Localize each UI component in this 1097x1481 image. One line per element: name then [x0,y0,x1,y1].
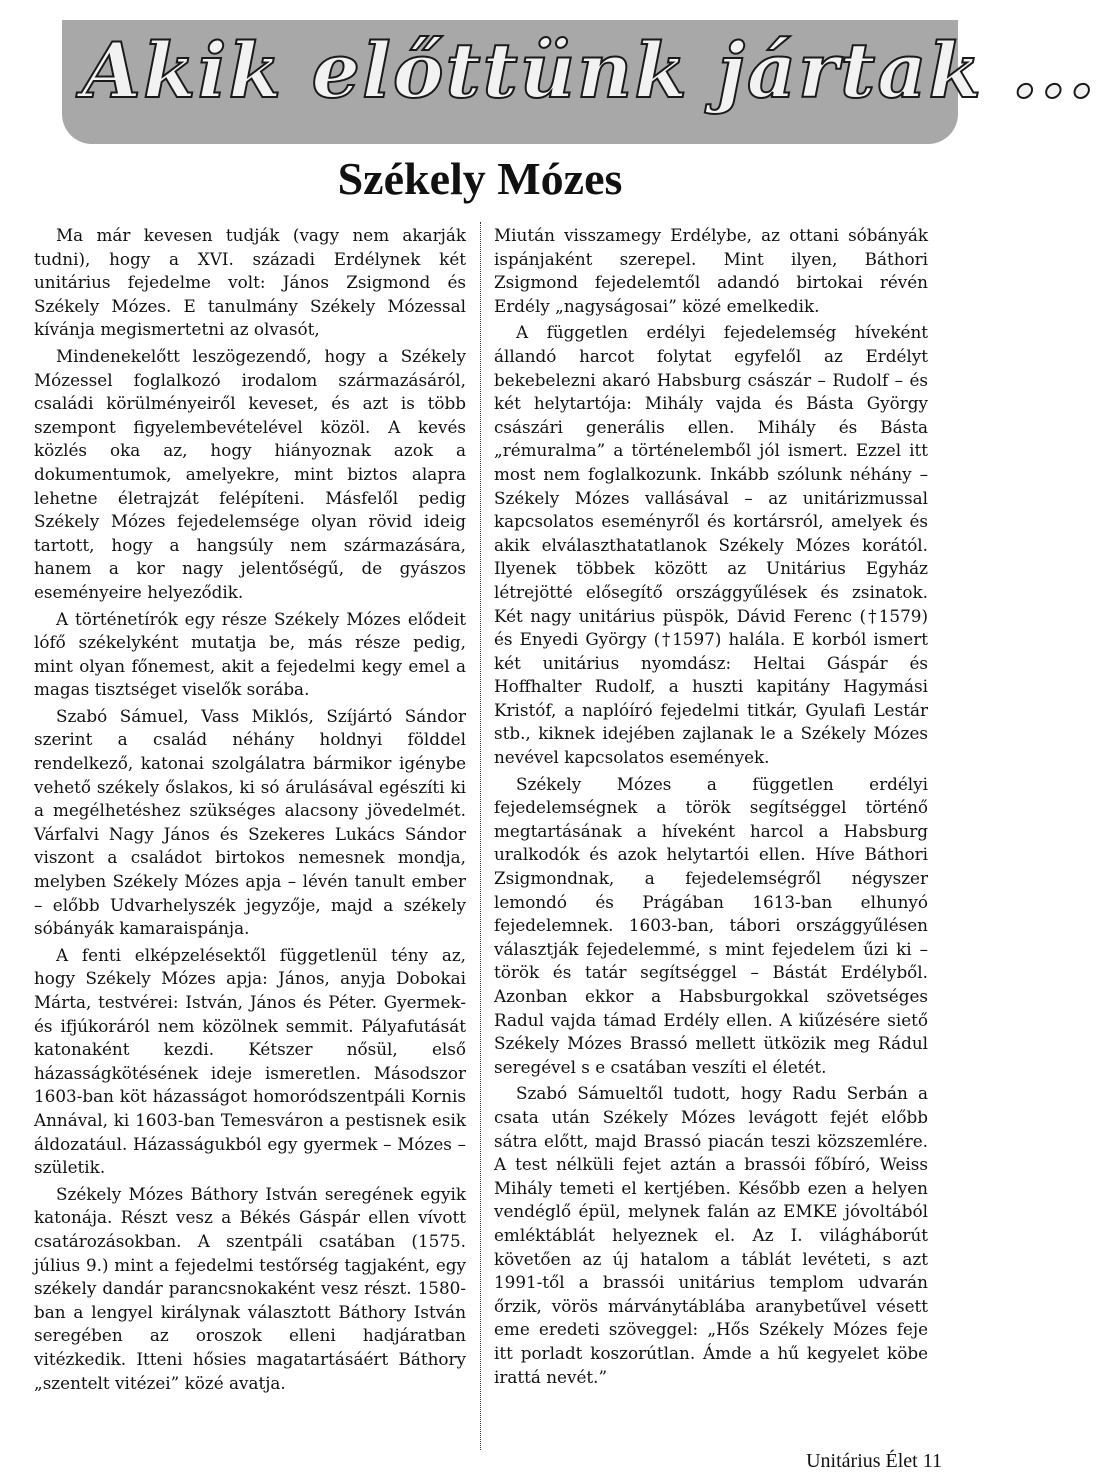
paragraph: Székely Mózes a független erdélyi fejedelemségnek a török segítséggel történő megtartásának a híveként harcol a Habsburg uralkodók és azok helytartói ellen. Híve Báthori Zsigmondnak, a fejedelemségről négyszer lemondó és Prágában 1613-ban elhunyó fejedelemnek. 1603-ban, tábori országgyűlésen választják fejedelemmé, s mint fejedelem űzi ki – török és tatár segítséggel – Bástát Erdélyből. Azonban ekkor a Habsburgokkal szövetséges Radul vajda támad Erdély ellen. A kiűzésére siető Székely Mózes Brassó mellett ütközik meg Rádul seregével s e csatában veszíti el életét. [494,773,928,1077]
page-footer: Unitárius Élet 11 [806,1450,942,1472]
paragraph: Székely Mózes Báthory István seregének egyik katonája. Részt vesz a Békés Gáspár ellen vívott csatározásokban. A szentpáli csatában (1575. július 9.) mint a fejedelmi testőrség tagjaként, egy székely dandár parancsnokaként vesz részt. 1580-ban a lengyel királynak választott Báthory István seregében az oroszok elleni hadjáratban vitézkedik. Itteni hősies magatartásáért Báthory „szentelt vitézei” közé avatja. [34,1183,466,1393]
paragraph: A független erdélyi fejedelemség híveként állandó harcot folytat egyfelől az Erdélyt bekebelezni akaró Habsburg császár – Rudolf – és két helytartója: Mihály vajda és Básta György császári generális ellen. Mihály és Básta „rémuralma” a történelemből jól ismert. Ezzel itt most nem foglalkozunk. Inkább szólunk néhány – Székely Mózes vallásával – az unitárizmussal kapcsolatos eseményről és kortársról, amelyek és akik elválaszthatatlanok Székely Mózes korától. Ilyenek többek között az Unitárius Egyház létrejötté elősegítő országgyűlések és zsinatok. Két nagy unitárius püspök, Dávid Ferenc (†1579) és Enyedi György (†1597) halála. E korból ismert két unitárius nyomdász: Heltai Gáspár és Hoffhalter Rudolf, a huszti kapitány Hagymási Kristóf, a naplóíró fejedelmi titkár, Gyulafi Lestár stb., kiknek idejében zajlanak le a Székely Mózes nevével kapcsolatos események. [494,322,928,768]
column-divider [480,222,481,1450]
paragraph: Mindenekelőtt leszögezendő, hogy a Székely Mózessel foglalkozó irodalom származásáról, családi körülményeiről keveset, és azt is több szempont figyelembevételével közöl. A kevés közlés oka az, hogy hiányoznak azok a dokumentumok, amelyekre, mint biztos alapra lehetne életrajzát felépíteni. Másfelől pedig Székely Mózes fejedelemsége olyan rövid ideig tartott, hogy a hangsúly nem származására, hanem a kor nagy jelentőségű, de gyászos eseményeire helyeződik. [34,345,466,602]
banner-title: Akik előttünk jártak ... [82,26,1097,115]
paragraph: Szabó Sámuel, Vass Miklós, Szíjártó Sándor szerint a család néhány holdnyi földdel rendelkező, katonai szolgálatra bármikor igénybe vehető székely őslakos, ki só árulásával egészíti ki a megélhetéshez szükséges alacsony jövedelmét. Várfalvi Nagy János és Szekeres Lukács Sándor viszont a családot birtokos nemesnek mondja, melyben Székely Mózes apja – lévén tanult ember – előbb Udvarhelyszék jegyzője, majd a székely sóbányák kamaraispánja. [34,705,466,939]
paragraph: Szabó Sámueltől tudott, hogy Radu Serbán a csata után Székely Mózes levágott fejét előbb sátra előtt, majd Brassó piacán teszi közszemlére. A test nélküli fejet aztán a brassói főbíró, Weiss Mihály temeti el kertjében. Később ezen a helyen vendéglő épül, melynek falán az EMKE jóvoltából emléktáblát helyeznek el. Az I. világháborút követően az új hatalom a táblát levéteti, s azt 1991-től a brassói unitárius templom udvarán őrzik, vörös márványtáblába aranybetűvel vésett eme eredeti szöveggel: „Hős Székely Mózes feje itt porladt koszorútlan. Ámde a hű kegyelet köbe irattá nevét.” [494,1083,928,1387]
paragraph: A történetírók egy része Székely Mózes elődeit lófő székelyként mutatja be, más része pedig, mint olyan főnemest, akit a fejedelmi kegy emel a magas tisztséget viselők sorába. [34,608,466,700]
paragraph: Ma már kevesen tudják (vagy nem akarják tudni), hogy a XVI. századi Erdélynek két unitárius fejedelme volt: János Zsigmond és Székely Mózes. E tanulmány Székely Mózessal kívánja megismertetni az olvasót, [34,225,466,340]
right-column [494,224,928,1424]
paragraph: A fenti elképzelésektől függetlenül tény az, hogy Székely Mózes apja: János, anyja Dobokai Márta, testvérei: István, János és Péter. Gyermek- és ifjúkoráról nem közölnek semmit. Pályafutását katonaként kezdi. Kétszer nősül, első házasságkötésének ideje ismeretlen. Másodszor 1603-ban köt házasságot homoródszentpáli Kornis Annával, ki 1603-ban Temesváron a pestisnek esik áldozatául. Házasságukból egy gyermek – Mózes – születik. [34,944,466,1178]
header-banner [62,20,1097,144]
article-title: Székely Mózes [337,153,623,204]
paragraph: Miután visszamegy Erdélybe, az ottani sóbányák ispánjaként szerepel. Mint ilyen, Báthori Zsigmond fejedelemtől adandó birtokai révén Erdély „nagyságosai” közé emelkedik. [494,225,928,316]
left-column [34,224,466,1424]
